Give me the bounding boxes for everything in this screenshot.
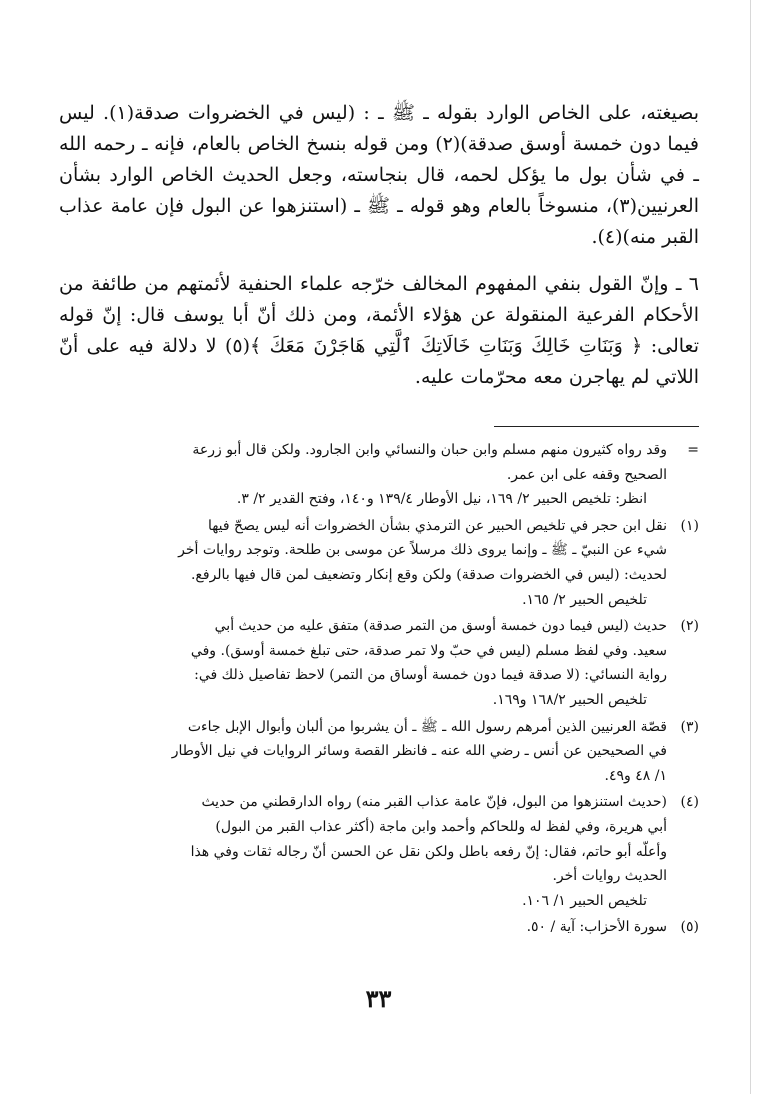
footnote-marker: (٤) xyxy=(680,794,699,811)
footnote-marker: (٢) xyxy=(680,618,699,635)
footnotes xyxy=(59,438,699,942)
footnote-4 xyxy=(59,790,699,913)
footnote-continuation xyxy=(59,438,699,512)
text-line: بنجاسته، وجعل الحديث الخاص الوارد بشأن العرنيين(٣)، منسوخاً بالعام xyxy=(59,164,699,217)
footnote-line: سورة الأحزاب: آية / ٥٠. xyxy=(526,919,667,936)
footnote-source: انظر: تلخيص الحبير ٢/ ١٦٩، نيل الأوطار ١٣٩/٤ و١٤٠، وفتح القدير ٢/ ٣. xyxy=(236,491,647,508)
footnote-line: في الصحيحين عن أنس ـ رضي الله عنه ـ فانظر القصة وسائر الروايات في نيل الأوطار xyxy=(171,743,667,760)
footnote-2 xyxy=(59,614,699,712)
text-line: صدقة(١). ليس فيما دون خمسة أوسق صدقة)(٢) ومن قوله بنسخ xyxy=(59,102,699,155)
text-line: وهو قوله ـ ﷺ ـ (استنزهوا عن البول فإن عامة عذاب القبر منه)(٤). xyxy=(59,195,699,248)
footnote-line: الحديث روايات أخر. xyxy=(552,868,667,885)
footnote-line: نقل ابن حجر في تلخيص الحبير عن الترمذي بشأن الخضروات أنه ليس يصحّ فيها xyxy=(207,517,667,534)
footnote-1 xyxy=(59,514,699,612)
text-line: بصيغته، على الخاص الوارد بقوله ـ ﷺ ـ : (ليس في الخضروات xyxy=(187,102,699,124)
paragraph-khas-aam xyxy=(59,98,699,253)
footnote-marker: (١) xyxy=(680,517,699,534)
page-number: ٣٣ xyxy=(365,984,392,1013)
footnote-marker: = xyxy=(687,442,699,458)
page-edge xyxy=(750,0,751,1094)
footnote-line: قصّة العرنيين الذين أمرهم رسول الله ـ ﷺ ـ أن يشربوا من ألبان وأبوال الإبل جاءت xyxy=(187,718,667,735)
text-line: ٦ ـ وإنّ القول بنفي المفهوم المخالف خرّجه علماء الحنفية لأئمتهم من طائفة xyxy=(91,273,699,295)
paragraph-point-6 xyxy=(59,269,699,393)
footnote-marker: (٥) xyxy=(680,919,699,936)
footnote-line: حديث (ليس فيما دون خمسة أوسق من التمر صدقة) متفق عليه من حديث أبي xyxy=(214,618,667,635)
main-text xyxy=(59,98,699,393)
footnote-line: شيء عن النبيّ ـ ﷺ ـ وإنما يروى ذلك مرسلاً عن موسى بن طلحة. وتوجد روايات أخر xyxy=(178,542,667,559)
footnote-line: (حديث استنزهوا من البول، فإنّ عامة عذاب القبر منه) رواه الدارقطني من حديث xyxy=(201,794,667,811)
text-line: الخاص بالعام، فإنه ـ رحمه الله ـ في شأن بول ما يؤكل لحمه، قال xyxy=(59,133,700,186)
footnote-source: تلخيص الحبير ١٦٨/٢ و١٦٩. xyxy=(492,691,647,708)
footnote-line: وأعلّه أبو حاتم، فقال: إنّ رفعه باطل ولكن نقل عن الحسن أنّ رجاله ثقات وفي هذا xyxy=(190,843,667,860)
footnote-line: ١/ ٤٨ و٤٩. xyxy=(604,767,667,784)
footnote-line: الصحيح وقفه على ابن عمر. xyxy=(506,466,667,483)
footnote-line: رواية النسائي: (لا صدقة فيما دون خمسة أوساق من التمر) لاحظ تفاصيل ذلك في: xyxy=(194,667,667,684)
footnote-3 xyxy=(59,715,699,789)
footnote-line: سعيد. وفي لفظ مسلم (ليس في حبّ ولا تمر صدقة، حتى تبلغ خمسة أوسق). وفي xyxy=(190,642,667,659)
footnote-marker: (٣) xyxy=(680,718,699,735)
footnote-line: وقد رواه كثيرون منهم مسلم وابن حبان والنسائي وابن الجارود. ولكن قال أبو زرعة xyxy=(192,442,667,458)
text-line: من الأحكام الفرعية المنقولة عن هؤلاء الأئمة، ومن ذلك أنّ أبا يوسف xyxy=(59,273,699,326)
footnote-source: تلخيص الحبير ٢/ ١٦٥. xyxy=(522,591,647,608)
footnote-line: لحديث: (ليس في الخضروات صدقة) ولكن وقع إنكار وتضعيف لمن قال فيها بالرفع. xyxy=(190,566,667,583)
text-line: دلالة فيه على أنّ اللاتي لم يهاجرن معه محرّمات عليه. xyxy=(59,335,699,388)
footnote-5 xyxy=(59,915,699,940)
footnote-source: تلخيص الحبير ١/ ١٠٦. xyxy=(522,892,647,909)
text-line: قال: إنّ قوله تعالى: ﴿ وَبَنَاتِ خَالِكَ وَبَنَاتِ خَالَاتِكَ ٱلَّتِي هَاجَرْنَ مَعَكَ ﴾(٥) لا xyxy=(59,304,699,357)
footnote-line: أبي هريرة، وفي لفظ له وللحاكم وأحمد وابن ماجة (أكثر عذاب القبر من البول) xyxy=(215,818,667,835)
footnote-separator xyxy=(494,426,699,427)
